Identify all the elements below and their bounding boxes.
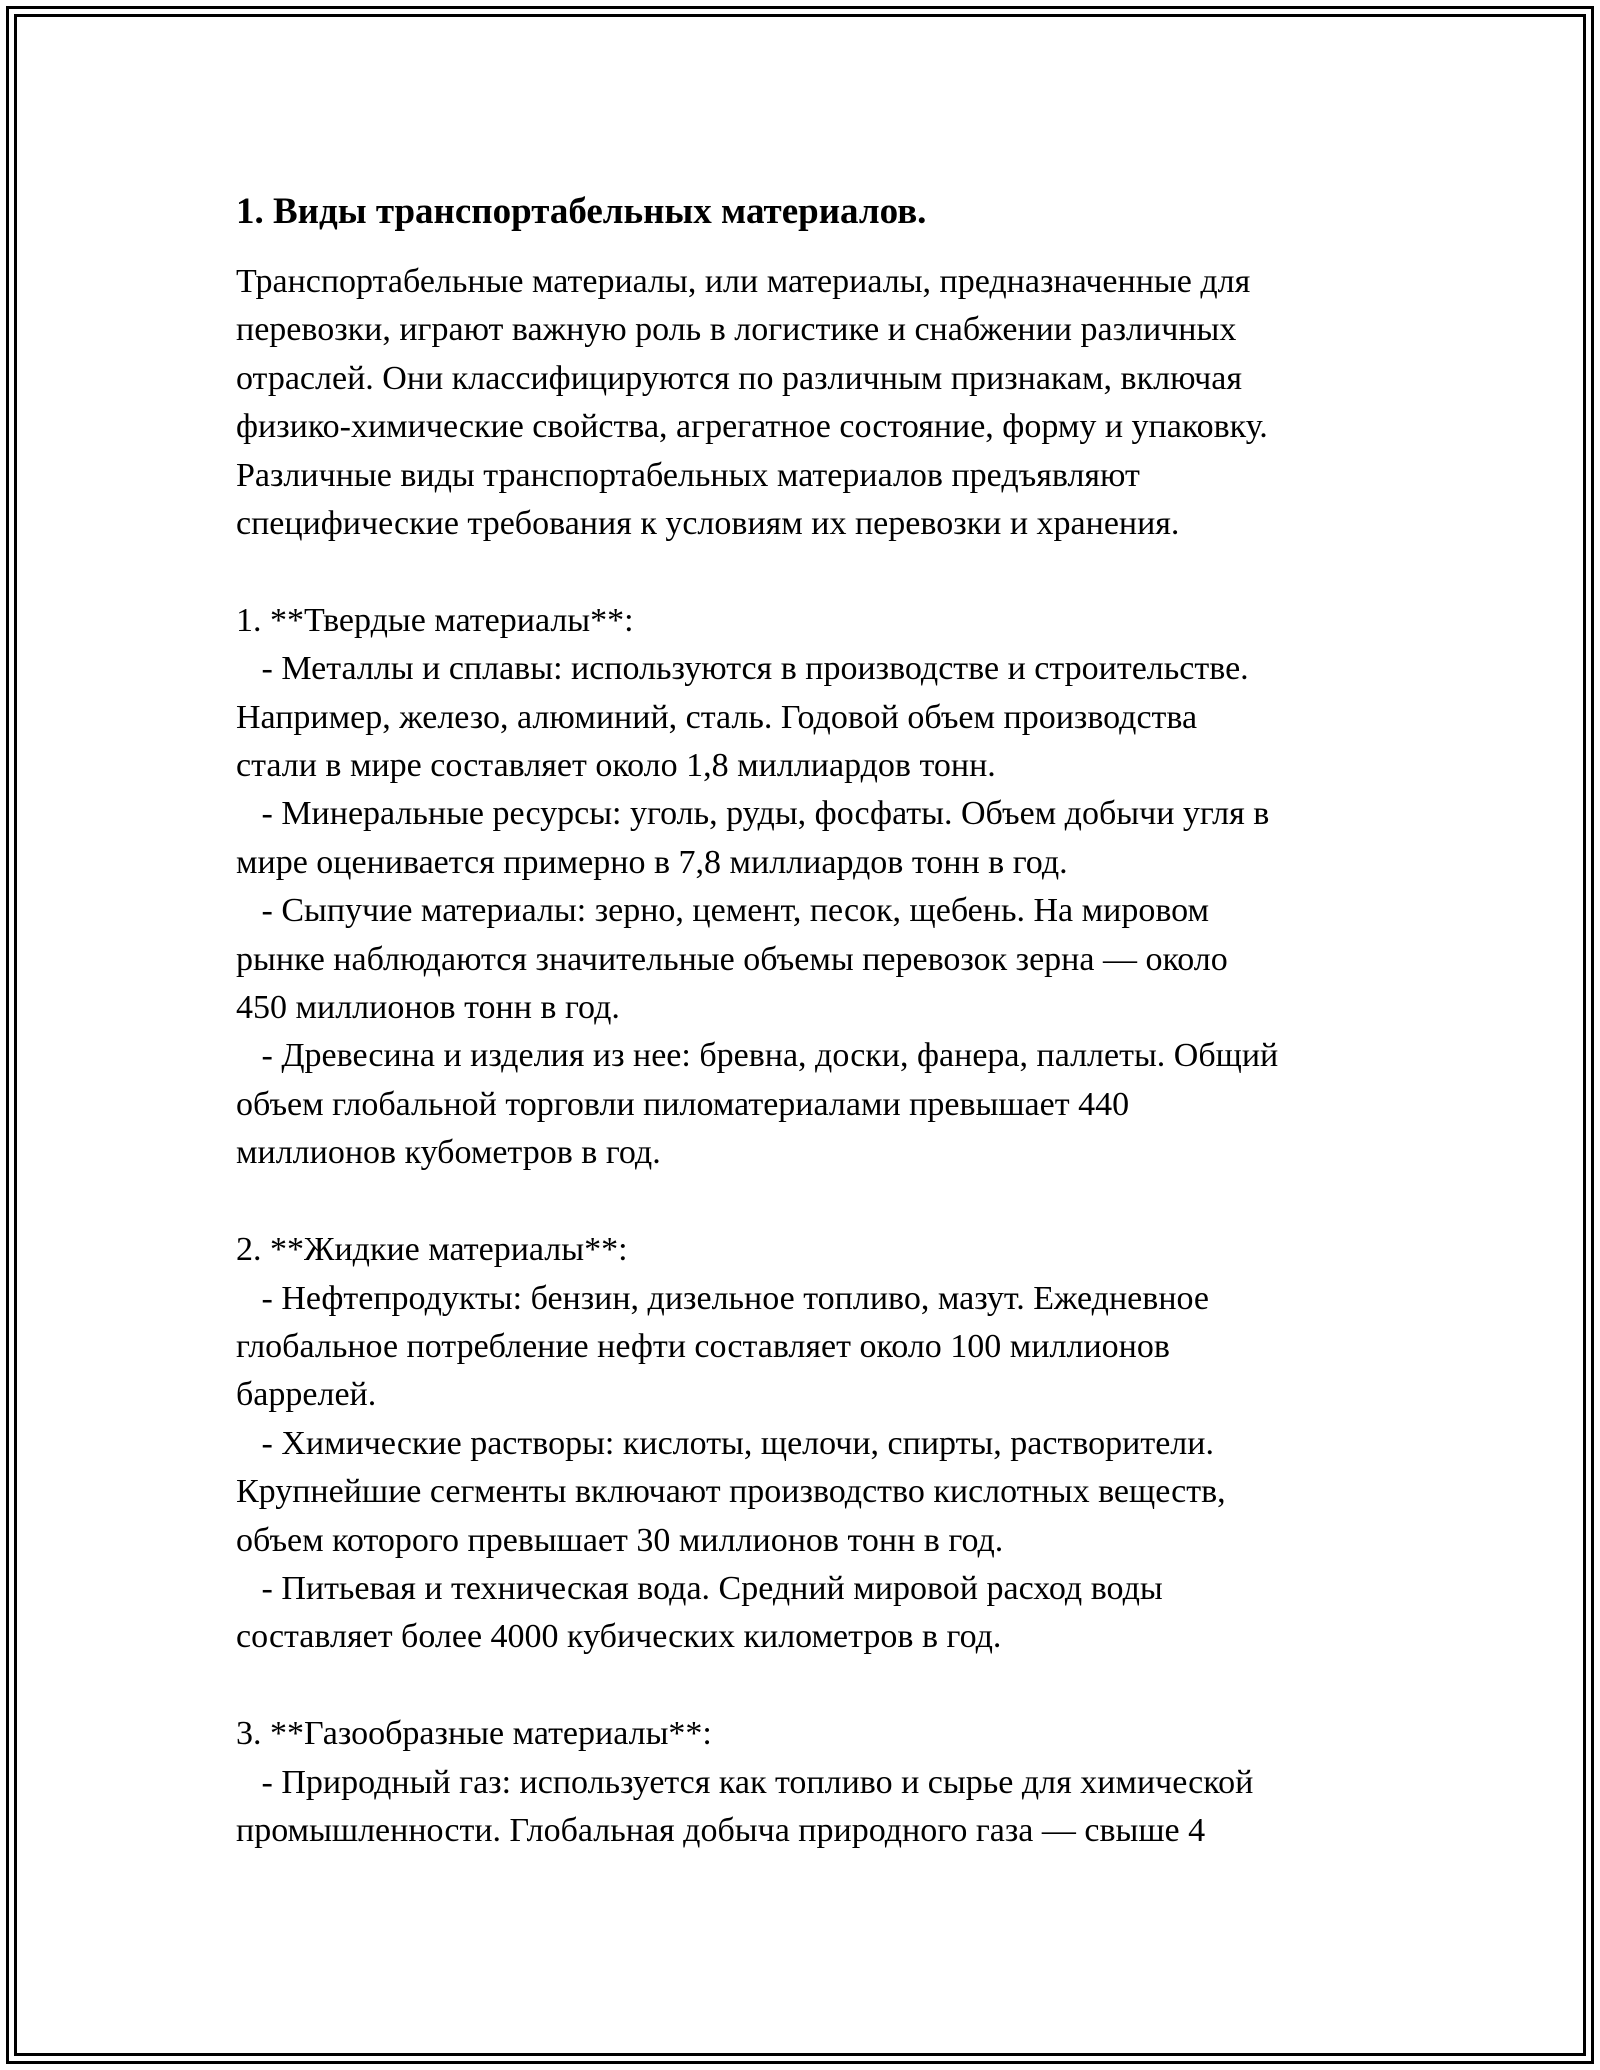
- text-line: миллионов кубометров в год.: [236, 1134, 661, 1172]
- text-line: перевозки, играют важную роль в логистике и снабжении различных: [236, 311, 1237, 349]
- text-line: составляет более 4000 кубических километров в год.: [236, 1618, 1002, 1656]
- text-line: рынке наблюдаются значительные объемы перевозок зерна — около: [236, 940, 1228, 978]
- list-heading: 2. **Жидкие материалы**:: [236, 1231, 628, 1269]
- text-line: - Природный газ: используется как топливо и сырье для химической: [236, 1763, 1254, 1801]
- spacer: [236, 548, 1376, 596]
- text-line: Крупнейшие сегменты включают производство кислотных веществ,: [236, 1473, 1226, 1511]
- gaseous-materials-section: [236, 1710, 1376, 1855]
- document-body: [236, 188, 1376, 1855]
- text-line: - Минеральные ресурсы: уголь, руды, фосфаты. Объем добычи угля в: [236, 795, 1270, 833]
- text-line: объем глобальной торговли пиломатериалами превышает 440: [236, 1085, 1130, 1123]
- liquid-materials-section: [236, 1226, 1376, 1662]
- section-heading: 1. Виды транспортабельных материалов.: [236, 191, 927, 232]
- text-line: 450 миллионов тонн в год.: [236, 989, 620, 1027]
- spacer: [236, 1662, 1376, 1710]
- text-line: Транспортабельные материалы, или материалы, предназначенные для: [236, 263, 1251, 300]
- solid-materials-section: [236, 597, 1376, 1178]
- text-line: глобальное потребление нефти составляет около 100 миллионов: [236, 1327, 1170, 1365]
- text-line: - Химические растворы: кислоты, щелочи, спирты, растворители.: [236, 1424, 1214, 1462]
- text-line: стали в мире составляет около 1,8 миллиардов тонн.: [236, 747, 996, 785]
- text-line: специфические требования к условиям их перевозки и хранения.: [236, 505, 1180, 543]
- intro-paragraph: [236, 258, 1376, 548]
- list-heading: 1. **Твердые материалы**:: [236, 601, 634, 639]
- text-line: - Металлы и сплавы: используются в производстве и строительстве.: [236, 650, 1249, 688]
- text-line: промышленности. Глобальная добыча природного газа — свыше 4: [236, 1811, 1206, 1849]
- text-line: Различные виды транспортабельных материалов предъявляют: [236, 456, 1140, 494]
- text-line: отраслей. Они классифицируются по различным признакам, включая: [236, 359, 1243, 397]
- text-line: - Сыпучие материалы: зерно, цемент, песок, щебень. На мировом: [236, 892, 1210, 930]
- text-line: - Древесина и изделия из нее: бревна, доски, фанера, паллеты. Общий: [236, 1037, 1279, 1075]
- text-line: - Нефтепродукты: бензин, дизельное топливо, мазут. Ежедневное: [236, 1279, 1210, 1317]
- text-line: Например, железо, алюминий, сталь. Годовой объем производства: [236, 698, 1198, 736]
- text-line: - Питьевая и техническая вода. Средний мировой расход воды: [236, 1569, 1163, 1607]
- text-line: баррелей.: [236, 1376, 377, 1414]
- text-line: мире оценивается примерно в 7,8 миллиардов тонн в год.: [236, 843, 1068, 881]
- spacer: [236, 1178, 1376, 1226]
- list-heading: 3. **Газообразные материалы**:: [236, 1715, 712, 1753]
- text-line: объем которого превышает 30 миллионов тонн в год.: [236, 1521, 1004, 1559]
- text-line: физико-химические свойства, агрегатное состояние, форму и упаковку.: [236, 408, 1268, 446]
